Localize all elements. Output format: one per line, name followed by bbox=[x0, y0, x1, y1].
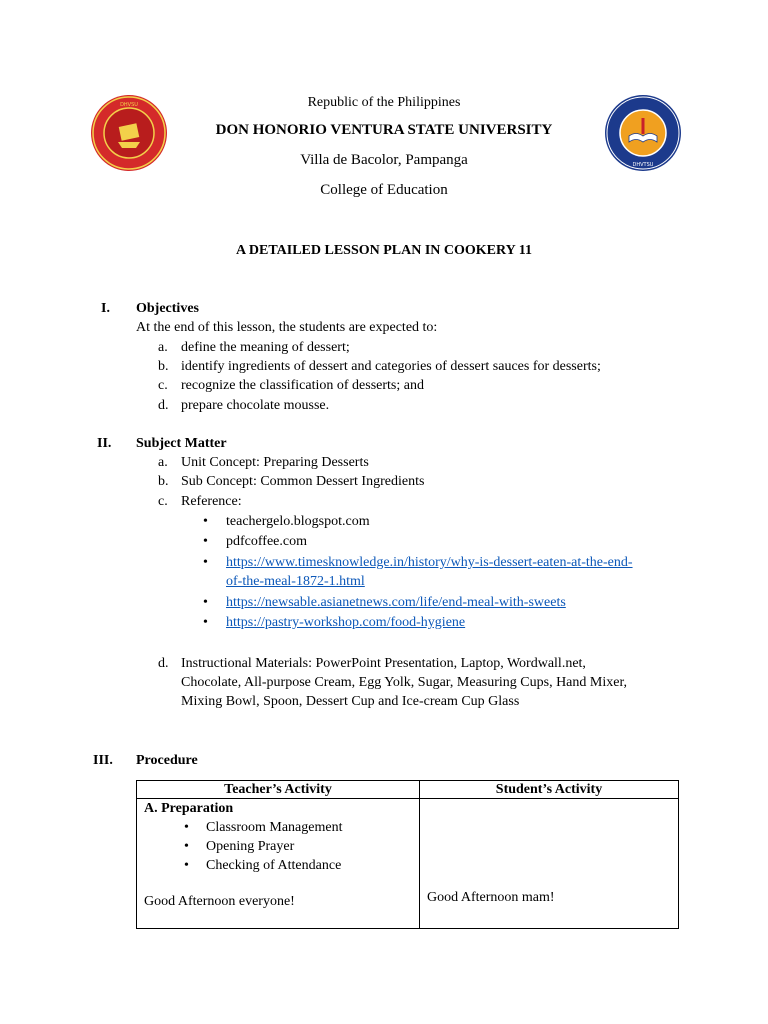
student-greeting: Good Afternoon mam! bbox=[427, 890, 555, 905]
objectives-heading: Objectives bbox=[136, 301, 199, 316]
svg-text:DHVSU: DHVSU bbox=[120, 102, 138, 108]
subject-letter: c. bbox=[158, 494, 168, 509]
subject-letter: a. bbox=[158, 455, 168, 470]
page-title: A DETAILED LESSON PLAN IN COOKERY 11 bbox=[236, 243, 532, 258]
objective-letter: a. bbox=[158, 340, 168, 355]
reference-link-continued[interactable]: of-the-meal-1872-1.html bbox=[226, 574, 365, 589]
university-location: Villa de Bacolor, Pampanga bbox=[300, 152, 468, 168]
subject-item: Unit Concept: Preparing Desserts bbox=[181, 455, 369, 470]
reference-text: teachergelo.blogspot.com bbox=[226, 514, 370, 529]
college-name: College of Education bbox=[320, 182, 448, 198]
bullet-icon: • bbox=[203, 555, 208, 570]
student-activity-header: Student’s Activity bbox=[420, 781, 679, 799]
materials-line: Instructional Materials: PowerPoint Presentation, Laptop, Wordwall.net, bbox=[181, 656, 586, 671]
university-name: DON HONORIO VENTURA STATE UNIVERSITY bbox=[215, 122, 553, 138]
bullet-icon: • bbox=[184, 858, 189, 873]
reference-text: pdfcoffee.com bbox=[226, 534, 307, 549]
subject-item: Sub Concept: Common Dessert Ingredients bbox=[181, 474, 425, 489]
subject-letter: d. bbox=[158, 656, 169, 671]
svg-text:DHVTSU: DHVTSU bbox=[632, 162, 654, 168]
procedure-heading: Procedure bbox=[136, 753, 198, 768]
preparation-heading: A. Preparation bbox=[144, 801, 234, 816]
bullet-icon: • bbox=[203, 514, 208, 529]
subject-letter: b. bbox=[158, 474, 169, 489]
objective-item: prepare chocolate mousse. bbox=[181, 398, 330, 413]
preparation-item: Opening Prayer bbox=[206, 839, 295, 854]
objective-letter: d. bbox=[158, 398, 169, 413]
procedure-table bbox=[136, 780, 679, 929]
preparation-item: Classroom Management bbox=[206, 820, 343, 835]
section-number-3: III. bbox=[93, 753, 113, 768]
reference-link[interactable]: https://pastry-workshop.com/food-hygiene bbox=[226, 615, 466, 630]
bullet-icon: • bbox=[203, 595, 208, 610]
subject-item: Reference: bbox=[181, 494, 242, 509]
preparation-item: Checking of Attendance bbox=[206, 858, 342, 873]
reference-link[interactable]: https://newsable.asianetnews.com/life/end-meal-with-sweets bbox=[226, 595, 566, 610]
objective-letter: b. bbox=[158, 359, 169, 374]
teacher-activity-cell bbox=[137, 799, 420, 929]
objectives-intro: At the end of this lesson, the students are expected to: bbox=[136, 320, 438, 335]
materials-line: Chocolate, All-purpose Cream, Egg Yolk, Sugar, Measuring Cups, Hand Mixer, bbox=[181, 675, 628, 690]
objective-letter: c. bbox=[158, 378, 168, 393]
section-number-2: II. bbox=[97, 436, 112, 451]
bullet-icon: • bbox=[203, 534, 208, 549]
bullet-icon: • bbox=[184, 839, 189, 854]
objective-item: identify ingredients of dessert and categories of dessert sauces for desserts; bbox=[181, 359, 601, 374]
objective-item: define the meaning of dessert; bbox=[181, 340, 350, 355]
reference-link[interactable]: https://www.timesknowledge.in/history/why-is-dessert-eaten-at-the-end- bbox=[226, 555, 633, 570]
section-number-1: I. bbox=[101, 301, 110, 316]
teacher-activity-header: Teacher’s Activity bbox=[137, 781, 420, 799]
bullet-icon: • bbox=[184, 820, 189, 835]
student-activity-cell bbox=[420, 799, 679, 929]
republic-line: Republic of the Philippines bbox=[307, 95, 461, 110]
bullet-icon: • bbox=[203, 615, 208, 630]
objective-item: recognize the classification of desserts; and bbox=[181, 378, 424, 393]
materials-line: Mixing Bowl, Spoon, Dessert Cup and Ice-cream Cup Glass bbox=[181, 694, 520, 709]
teacher-greeting: Good Afternoon everyone! bbox=[144, 894, 295, 909]
subject-matter-heading: Subject Matter bbox=[136, 436, 227, 451]
